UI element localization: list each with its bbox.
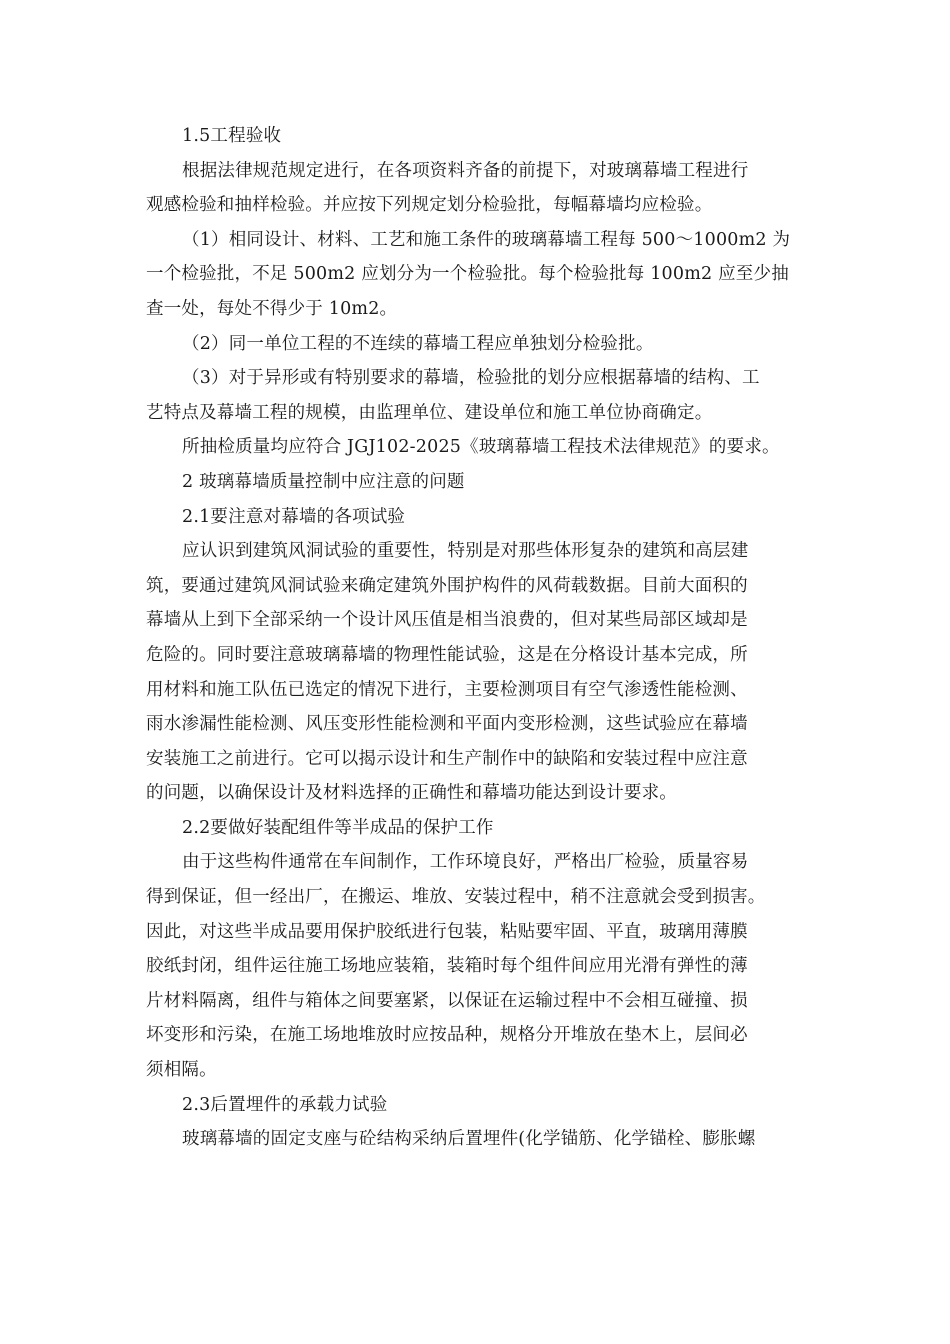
text-line: 一个检验批，不足 500m2 应划分为一个检验批。每个检验批每 100m2 应至少抽 bbox=[146, 264, 789, 285]
text-line: 所抽检质量均应符合 JGJ102-2025《玻璃幕墙工程技术法律规范》的要求。 bbox=[182, 437, 780, 458]
text-line: 胶纸封闭，组件运往施工场地应装箱，装箱时每个组件间应用光滑有弹性的薄 bbox=[146, 956, 748, 977]
text-line: 2.3后置埋件的承载力试验 bbox=[182, 1094, 388, 1115]
text-line: 艺特点及幕墙工程的规模，由监理单位、建设单位和施工单位协商确定。 bbox=[146, 402, 713, 423]
text-line: 2.2要做好装配组件等半成品的保护工作 bbox=[182, 817, 494, 838]
text-line: 坏变形和污染，在施工场地堆放时应按品种，规格分开堆放在垫木上，层间必 bbox=[146, 1025, 748, 1046]
text-line: 危险的。同时要注意玻璃幕墙的物理性能试验，这是在分格设计基本完成，所 bbox=[146, 644, 748, 665]
text-line: （1）相同设计、材料、工艺和施工条件的玻璃幕墙工程每 500～1000m2 为 bbox=[182, 229, 791, 250]
text-line: 安装施工之前进行。它可以揭示设计和生产制作中的缺陷和安装过程中应注意 bbox=[146, 748, 748, 769]
text-line: 2.1要注意对幕墙的各项试验 bbox=[182, 506, 406, 527]
text-line: 筑，要通过建筑风洞试验来确定建筑外围护构件的风荷载数据。目前大面积的 bbox=[146, 575, 748, 596]
text-line: 片材料隔离，组件与箱体之间要塞紧，以保证在运输过程中不会相互碰撞、损 bbox=[146, 990, 748, 1011]
text-line: 由于这些构件通常在车间制作，工作环境良好，严格出厂检验，质量容易 bbox=[182, 852, 749, 873]
text-line: 雨水渗漏性能检测、风压变形性能检测和平面内变形检测，这些试验应在幕墙 bbox=[146, 714, 748, 735]
text-line: 玻璃幕墙的固定支座与砼结构采纳后置埋件(化学锚筋、化学锚栓、膨胀螺 bbox=[182, 1129, 756, 1150]
document-body bbox=[146, 119, 806, 1157]
text-line: 根据法律规范规定进行，在各项资料齐备的前提下，对玻璃幕墙工程进行 bbox=[182, 160, 749, 181]
text-line: 得到保证，但一经出厂，在搬运、堆放、安装过程中，稍不注意就会受到损害。 bbox=[146, 887, 766, 908]
text-line: 因此，对这些半成品要用保护胶纸进行包装，粘贴要牢固、平直，玻璃用薄膜 bbox=[146, 921, 748, 942]
text-line: 观感检验和抽样检验。并应按下列规定划分检验批，每幅幕墙均应检验。 bbox=[146, 195, 713, 216]
text-line: 查一处，每处不得少于 10m2。 bbox=[146, 298, 398, 319]
text-line: 幕墙从上到下全部采纳一个设计风压值是相当浪费的，但对某些局部区域却是 bbox=[146, 610, 748, 631]
text-line: 的问题，以确保设计及材料选择的正确性和幕墙功能达到设计要求。 bbox=[146, 783, 677, 804]
text-line: 须相隔。 bbox=[146, 1060, 217, 1081]
text-line: 用材料和施工队伍已选定的情况下进行，主要检测项目有空气渗透性能检测、 bbox=[146, 679, 748, 700]
text-line: 应认识到建筑风洞试验的重要性，特别是对那些体形复杂的建筑和高层建 bbox=[182, 541, 749, 562]
text-line: 2 玻璃幕墙质量控制中应注意的问题 bbox=[182, 471, 465, 492]
text-line: （3）对于异形或有特别要求的幕墙，检验批的划分应根据幕墙的结构、工 bbox=[182, 368, 760, 389]
text-line: 1.5工程验收 bbox=[182, 126, 282, 146]
text-line: （2）同一单位工程的不连续的幕墙工程应单独划分检验批。 bbox=[182, 333, 654, 354]
